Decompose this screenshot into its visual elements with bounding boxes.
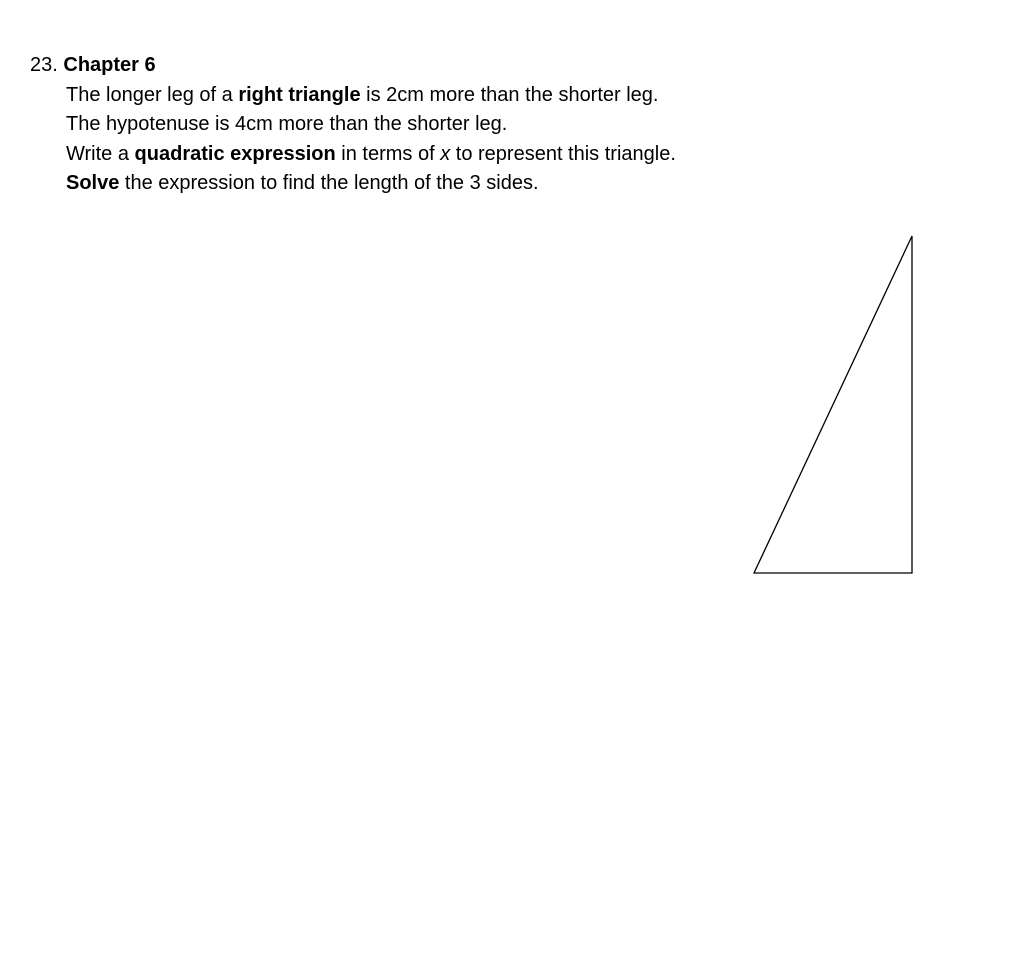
- term-quadratic-expression: quadratic expression: [134, 142, 336, 165]
- variable-x: x: [440, 142, 451, 165]
- chapter-label: Chapter 6: [63, 54, 156, 76]
- term-right-triangle: right triangle: [238, 83, 361, 106]
- line-3-text-c: to represent this triangle.: [450, 142, 676, 165]
- line-3-text-a: Write a: [66, 142, 135, 165]
- line-1-text-a: The longer leg of a: [66, 83, 239, 106]
- right-triangle-outline: [754, 236, 912, 573]
- question-number: 23.: [30, 54, 58, 76]
- line-2-text: The hypotenuse is 4cm more than the shorter leg.: [66, 113, 508, 135]
- line-3-text-b: in terms of: [335, 142, 441, 165]
- line-4-text: the expression to find the length of the 3 sides.: [119, 172, 539, 194]
- term-solve: Solve: [66, 172, 120, 194]
- line-1-text-b: is 2cm more than the shorter leg.: [360, 83, 659, 106]
